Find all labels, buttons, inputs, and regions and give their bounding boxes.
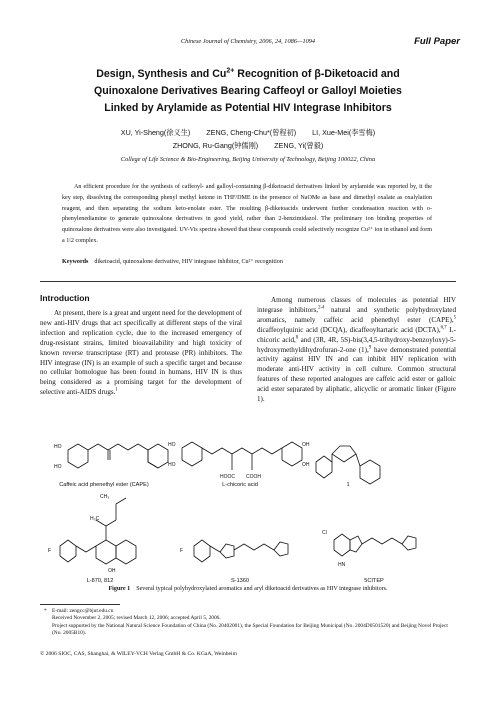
paper-title bbox=[40, 66, 456, 117]
author-list bbox=[40, 126, 456, 152]
label-l-chicoric-acid: L-chicoric acid bbox=[222, 482, 258, 488]
svg-text:COOH: COOH bbox=[246, 474, 261, 480]
svg-text:HO: HO bbox=[168, 462, 176, 468]
svg-text:OH: OH bbox=[108, 568, 116, 574]
authors-line-2: ZHONG, Ru-Gang(钟儒刚) ZENG, Yi(曾毅) bbox=[172, 141, 324, 150]
figure-1-structures bbox=[40, 436, 456, 584]
footnote-email: E-mail: zengcc@bjut.edu.cn bbox=[52, 608, 114, 614]
caption-label: Figure 1 bbox=[108, 586, 131, 592]
l870812-structure bbox=[60, 498, 136, 564]
label-compound-1: 1 bbox=[346, 482, 350, 488]
footnote bbox=[44, 608, 456, 638]
svg-text:F: F bbox=[180, 548, 184, 554]
journal-volume-pages: , 2006, 24, 1086—1094 bbox=[255, 38, 316, 45]
keywords-label: Keywords bbox=[62, 259, 89, 265]
caption-text: Several typical polyhydroxylated aromatics and aryl diketoacid derivatives as HIV integrase inhibitors. bbox=[136, 586, 388, 592]
svg-text:H₃C: H₃C bbox=[90, 516, 100, 522]
title-line-2: Quinoxalone Derivatives Bearing Caffeoyl or Galloyl Moieties bbox=[94, 85, 402, 97]
s1360-structure bbox=[194, 540, 288, 562]
section-label: Full Paper bbox=[414, 36, 460, 47]
svg-text:CH₃: CH₃ bbox=[100, 494, 110, 500]
asterisk-icon: * bbox=[44, 608, 47, 614]
keywords bbox=[62, 258, 432, 265]
l-chicoric-acid-structure bbox=[182, 442, 302, 470]
keywords-text: diketoacid, quinoxalone derivative, HIV integrase inhibitor, Cu²⁺ recognition bbox=[94, 259, 283, 265]
section-heading-introduction: Introduction bbox=[40, 293, 90, 303]
compound-1-structure bbox=[316, 446, 380, 484]
cape-structure bbox=[68, 444, 168, 468]
authors-line-1: XU, Yi-Sheng(徐义生) ZENG, Cheng-Chu*(曾程初) LI, Xue-Mei(李雪梅) bbox=[120, 128, 376, 137]
label-l870812: L-870, 812 bbox=[86, 578, 114, 584]
title-line-1: Design, Synthesis and $Cu^{2+}$ Recognition of β-Diketoacid and bbox=[96, 67, 400, 80]
title-line-3: Linked by Arylamide as Potential HIV Integrase Inhibitors bbox=[104, 102, 392, 114]
svg-text:HO: HO bbox=[168, 442, 176, 448]
svg-text:HN: HN bbox=[338, 562, 346, 568]
intro-paragraph-2: Among numerous classes of molecules as potential HIV integrase inhibitors,$^{2-4}$ natural and synthetic polyhydroxylated aromatics, namely caffeic acid phenethyl ester (CAPE),$^5$ dicaffeoylquinic acid (DCQA), dicaffeoyltartaric acid (DCTA),$^{6,7}$ L-chicoric acid,$^8$ and (3R, 4R, 5S)-bis(3,4,5-trihydroxy-benzoyloxy)-5-hydroxymethyldihydrofuran-2-one (1),$^9$ have demonstrated potential activity against HIV IN and can inhibit HIV replication with moderate anti-HIV activity in cell culture. Common structural features of these reported analogues are caffeic acid ester or galloic acid ester separated by aliphatic, alicyclic or aromatic linker (Figure 1). bbox=[257, 296, 456, 404]
footnote-support: Project supported by the National Natural Science Foundation of China (No. 20402001), the Special Foundation for Beijing Municipal (No. 2004D0501520) and Beijing Novel Project (No. 2005B10). bbox=[52, 622, 448, 637]
structure-atoms bbox=[48, 442, 346, 574]
citation-ref: 1 bbox=[115, 387, 118, 393]
affiliation: College of Life Science & Bio-Engineering, Beijing University of Technology, Beijing 100022, China bbox=[120, 156, 376, 163]
intro-paragraph-1: At present, there is a great and urgent need for the development of new anti-HIV drugs that act specifically at different steps of the viral infection and replication cycle, due to the increased emergency of drug-resistant strains, limited bioavailability and high toxicity of known reverse transcriptase (RT) and protease (PR) inhibitors. The HIV integrase (IN) is an example of such a specific target and because no cellular homologue has been found in humans, HIV IN is thus being considered as a promising target for the development of selective anti-AIDS drugs.$^1$ bbox=[40, 309, 242, 397]
svg-text:HO: HO bbox=[54, 464, 62, 470]
copyright: © 2006 SIOC, CAS, Shanghai, & WILEY-VCH Verlag GmbH & Co. KGaA, Weinheim bbox=[40, 651, 237, 657]
svg-text:HO: HO bbox=[54, 444, 62, 450]
label-5citep: 5CITEP bbox=[364, 578, 384, 584]
svg-text:OH: OH bbox=[302, 462, 310, 468]
svg-text:OH: OH bbox=[302, 442, 310, 448]
svg-text:F: F bbox=[48, 548, 52, 554]
label-s1360: S-1360 bbox=[230, 578, 250, 584]
footnote-divider bbox=[40, 604, 120, 605]
section-divider bbox=[40, 281, 456, 282]
svg-text:Cl: Cl bbox=[322, 530, 327, 536]
journal-name: Chinese Journal of Chemistry bbox=[180, 38, 256, 45]
footnote-received: Received November 2, 2005; revised March 12, 2006; accepted April 5, 2006. bbox=[52, 615, 221, 622]
abstract: An efficient procedure for the synthesis of caffeoyl- and galloyl-containing β-diketoacid derivatives linked by arylamide was reported by, it the key step, dissolving the corresponding phenyl methyl ketone in THF/DME in the presence of NaOMe as base and dimethyl oxalate as oxalylation reagent, and then separating the sodium keto-enolate ester. The resulting β-diketoacids underwent further condensation reaction with o-phenylenediamine to generate quinoxalone derivatives in good yield, rather than 2-benzimidazol. The preliminary ion binding properties of quinoxalone derivatives were also investigated. UV-Vis spectra showed that these compounds could selectively recognize Cu²⁺ ion in ethanol and form a 1∶2 complex. bbox=[62, 184, 432, 244]
label-cape: Caffeic acid phenethyl ester (CAPE) bbox=[59, 482, 149, 488]
svg-text:HOOC: HOOC bbox=[220, 474, 235, 480]
5citep-structure bbox=[334, 534, 416, 556]
figure-1-caption bbox=[40, 586, 456, 592]
